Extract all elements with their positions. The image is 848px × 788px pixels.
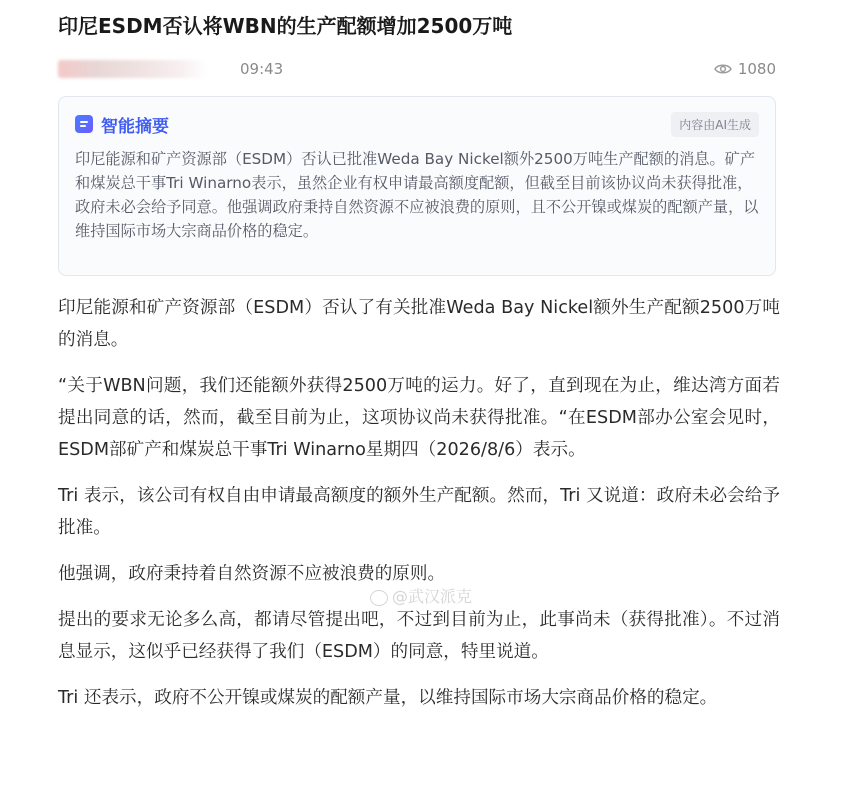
watermark-text: @武汉派克 — [392, 587, 473, 606]
ai-generated-badge: 内容由AI生成 — [671, 112, 759, 137]
article-body — [58, 292, 780, 728]
article-paragraph: 他强调，政府秉持着自然资源不应被浪费的原则。 — [58, 564, 446, 584]
article-paragraph: 印尼能源和矿产资源部（ESDM）否认了有关批准Weda Bay Nickel额外生产配额2500万吨的消息。 — [58, 298, 780, 350]
article-paragraph: “关于WBN问题，我们还能额外获得2500万吨的运力。好了，直到现在为止，维达湾方面若提出同意的话，然而，截至目前为止，这项协议尚未获得批准。“在ESDM部办公室会见时，ESDM部矿产和煤炭总干事Tri Winarno星期四（2026/8/6）表示。 — [58, 376, 780, 460]
view-count-value: 1080 — [737, 60, 776, 78]
article-paragraph: Tri 表示，该公司有权自由申请最高额度的额外生产配额。然而，Tri 又说道：政府未必会给予批准。 — [58, 486, 780, 538]
ai-summary-header — [75, 111, 759, 137]
ai-summary-text: 印尼能源和矿产资源部（ESDM）否认已批准Weda Bay Nickel额外2500万吨生产配额的消息。矿产和煤炭总干事Tri Winarno表示，虽然企业有权申请最高额度配额，但截至目前该协议尚未获得批准，政府未必会给予同意。他强调政府秉持自然资源不应被浪费的原则，且不公开镍或煤炭的配额产量，以维持国际市场大宗商品价格的稳定。 — [75, 150, 759, 240]
article-paragraph: 提出的要求无论多么高，都请尽管提出吧，不过到目前为止，此事尚未（获得批准）。不过消息显示，这似乎已经获得了我们（ESDM）的同意，特里说道。 — [58, 610, 780, 662]
eye-icon — [714, 63, 732, 75]
view-count — [714, 60, 776, 78]
ai-summary-icon — [75, 115, 93, 133]
article-meta — [58, 58, 776, 80]
ai-summary-title: 智能摘要 — [101, 116, 169, 137]
article-paragraph: Tri 还表示，政府不公开镍或煤炭的配额产量，以维持国际市场大宗商品价格的稳定。 — [58, 688, 718, 708]
publish-time: 09:43 — [240, 60, 284, 78]
ai-summary-card — [58, 96, 776, 276]
article-title: 印尼ESDM否认将WBN的生产配额增加2500万吨 — [58, 14, 513, 38]
author-name[interactable] — [58, 60, 208, 78]
